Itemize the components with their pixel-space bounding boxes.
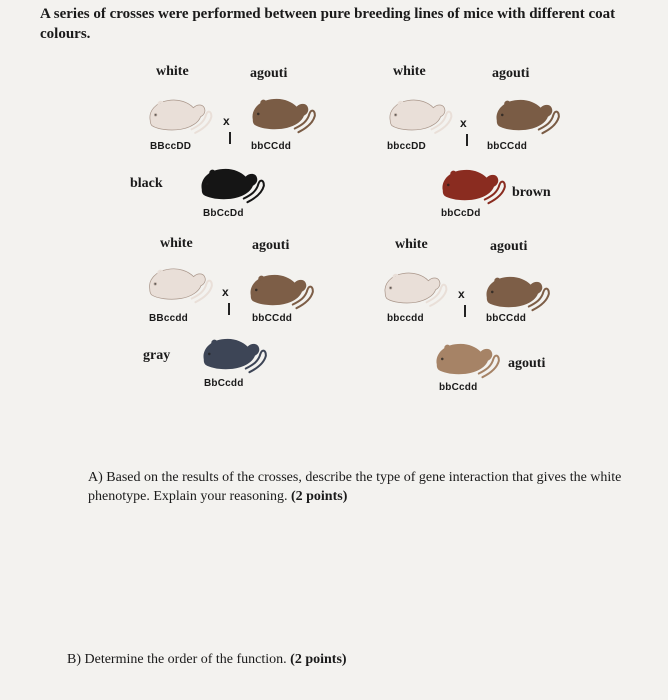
cross1-parent1-mouse-white bbox=[143, 93, 215, 135]
question-a-text: A) Based on the results of the crosses, describe the type of gene interaction that gives the white phenotype. Explain your reasoning. bbox=[88, 470, 622, 504]
question-a-points: (2 points) bbox=[290, 489, 348, 504]
cross4-cross-symbol: x bbox=[458, 287, 465, 301]
cross2-parent2-label: agouti bbox=[492, 66, 530, 81]
cross3-down-arrow bbox=[228, 303, 230, 315]
cross1-down-arrow bbox=[229, 132, 231, 144]
cross3-parent2-genotype: bbCCdd bbox=[252, 313, 293, 324]
cross2-down-arrow bbox=[466, 134, 468, 146]
cross1-parent2-label: agouti bbox=[250, 66, 288, 81]
cross2-parent1-genotype: bbccDD bbox=[387, 141, 426, 152]
cross4-offspring-label: agouti bbox=[508, 356, 546, 371]
cross4-parent2-mouse-agouti bbox=[478, 270, 554, 312]
cross4-parent1-mouse-white bbox=[378, 266, 450, 308]
cross3-offspring-mouse-gray bbox=[195, 332, 271, 374]
cross4-parent1-label: white bbox=[395, 237, 428, 252]
cross1-offspring-label: black bbox=[130, 176, 163, 191]
intro-text: A series of crosses were performed between pure breeding lines of mice with different coat colours. bbox=[40, 6, 616, 42]
cross1-parent1-label: white bbox=[156, 64, 189, 79]
cross1-parent2-genotype: bbCCdd bbox=[251, 141, 292, 152]
cross2-offspring-genotype: bbCcDd bbox=[441, 208, 481, 219]
cross2-parent1-mouse-white bbox=[383, 93, 455, 135]
question-b-text: B) Determine the order of the function. bbox=[67, 652, 287, 667]
cross2-parent2-genotype: bbCCdd bbox=[487, 141, 528, 152]
question-b-points: (2 points) bbox=[290, 652, 347, 667]
cross3-cross-symbol: x bbox=[222, 285, 229, 299]
cross2-offspring-label: brown bbox=[512, 185, 551, 200]
question-b bbox=[67, 650, 627, 669]
cross4-parent1-genotype: bbccdd bbox=[387, 313, 424, 324]
cross4-down-arrow bbox=[464, 305, 466, 317]
cross3-parent1-mouse-white bbox=[142, 262, 216, 304]
cross2-cross-symbol: x bbox=[460, 116, 467, 130]
cross2-parent1-label: white bbox=[393, 64, 426, 79]
cross3-offspring-label: gray bbox=[143, 348, 171, 363]
cross1-parent2-mouse-agouti bbox=[244, 92, 320, 134]
cross4-offspring-genotype: bbCcdd bbox=[439, 382, 478, 393]
cross3-parent2-mouse-agouti bbox=[242, 268, 318, 310]
cross1-parent1-genotype: BBccDD bbox=[150, 141, 192, 152]
cross2-parent2-mouse-agouti bbox=[488, 93, 564, 135]
cross1-cross-symbol: x bbox=[223, 114, 230, 128]
cross3-parent1-label: white bbox=[160, 236, 193, 251]
cross3-parent1-genotype: BBccdd bbox=[149, 313, 188, 324]
cross4-parent2-genotype: bbCCdd bbox=[486, 313, 527, 324]
cross3-offspring-genotype: BbCcdd bbox=[204, 378, 244, 389]
cross4-offspring-mouse-agouti bbox=[428, 337, 504, 379]
cross1-offspring-genotype: BbCcDd bbox=[203, 208, 244, 219]
question-a bbox=[88, 468, 633, 506]
cross2-offspring-mouse-brown bbox=[434, 163, 510, 205]
cross1-offspring-mouse-black bbox=[193, 162, 269, 204]
cross3-parent2-label: agouti bbox=[252, 238, 290, 253]
cross4-parent2-label: agouti bbox=[490, 239, 528, 254]
